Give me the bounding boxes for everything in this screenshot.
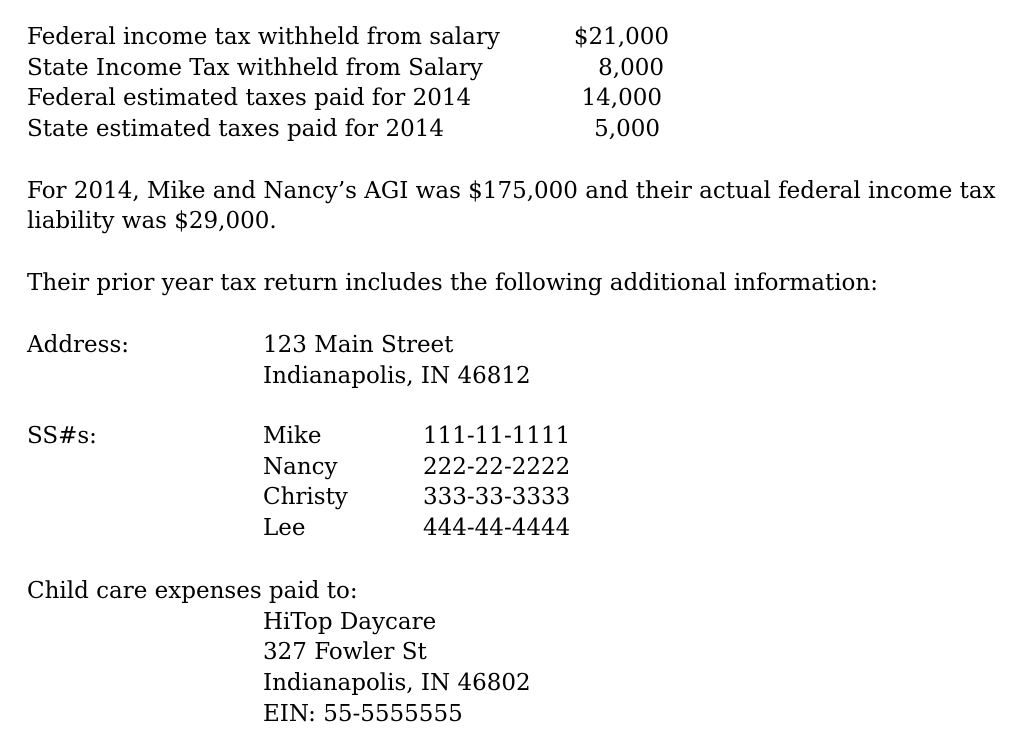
ssn-number-mike: 111-11-1111 [423, 423, 571, 449]
child-care-ein: EIN: 55-5555555 [263, 701, 463, 727]
address-label: Address: [27, 332, 130, 358]
ssn-number-lee: 444-44-4444 [423, 515, 571, 541]
tax-item-amount-state-estimated: 5,000 [594, 116, 660, 142]
ssn-name-lee: Lee [263, 515, 306, 541]
tax-item-label-state-estimated: State estimated taxes paid for 2014 [27, 116, 444, 142]
agi-paragraph-line1: For 2014, Mike and Nancy’s AGI was $175,000 and their actual federal income tax [27, 178, 996, 204]
child-care-city: Indianapolis, IN 46802 [263, 670, 531, 696]
address-line2: Indianapolis, IN 46812 [263, 363, 531, 389]
tax-item-amount-federal-estimated: 14,000 [581, 85, 662, 111]
ssn-label: SS#s: [27, 423, 97, 449]
tax-item-label-state-withheld: State Income Tax withheld from Salary [27, 55, 483, 81]
agi-paragraph-line2: liability was $29,000. [27, 208, 277, 234]
tax-item-amount-state-withheld: 8,000 [598, 55, 664, 81]
ssn-name-nancy: Nancy [263, 454, 338, 480]
tax-item-amount-federal-withheld: $21,000 [573, 24, 669, 50]
child-care-street: 327 Fowler St [263, 639, 427, 665]
tax-item-label-federal-estimated: Federal estimated taxes paid for 2014 [27, 85, 472, 111]
child-care-label: Child care expenses paid to: [27, 578, 358, 604]
ssn-name-christy: Christy [263, 484, 348, 510]
ssn-number-nancy: 222-22-2222 [423, 454, 571, 480]
address-line1: 123 Main Street [263, 332, 454, 358]
tax-item-label-federal-withheld: Federal income tax withheld from salary [27, 24, 500, 50]
prior-year-intro: Their prior year tax return includes the following additional information: [27, 270, 878, 296]
ssn-number-christy: 333-33-3333 [423, 484, 571, 510]
ssn-name-mike: Mike [263, 423, 322, 449]
child-care-provider: HiTop Daycare [263, 609, 437, 635]
